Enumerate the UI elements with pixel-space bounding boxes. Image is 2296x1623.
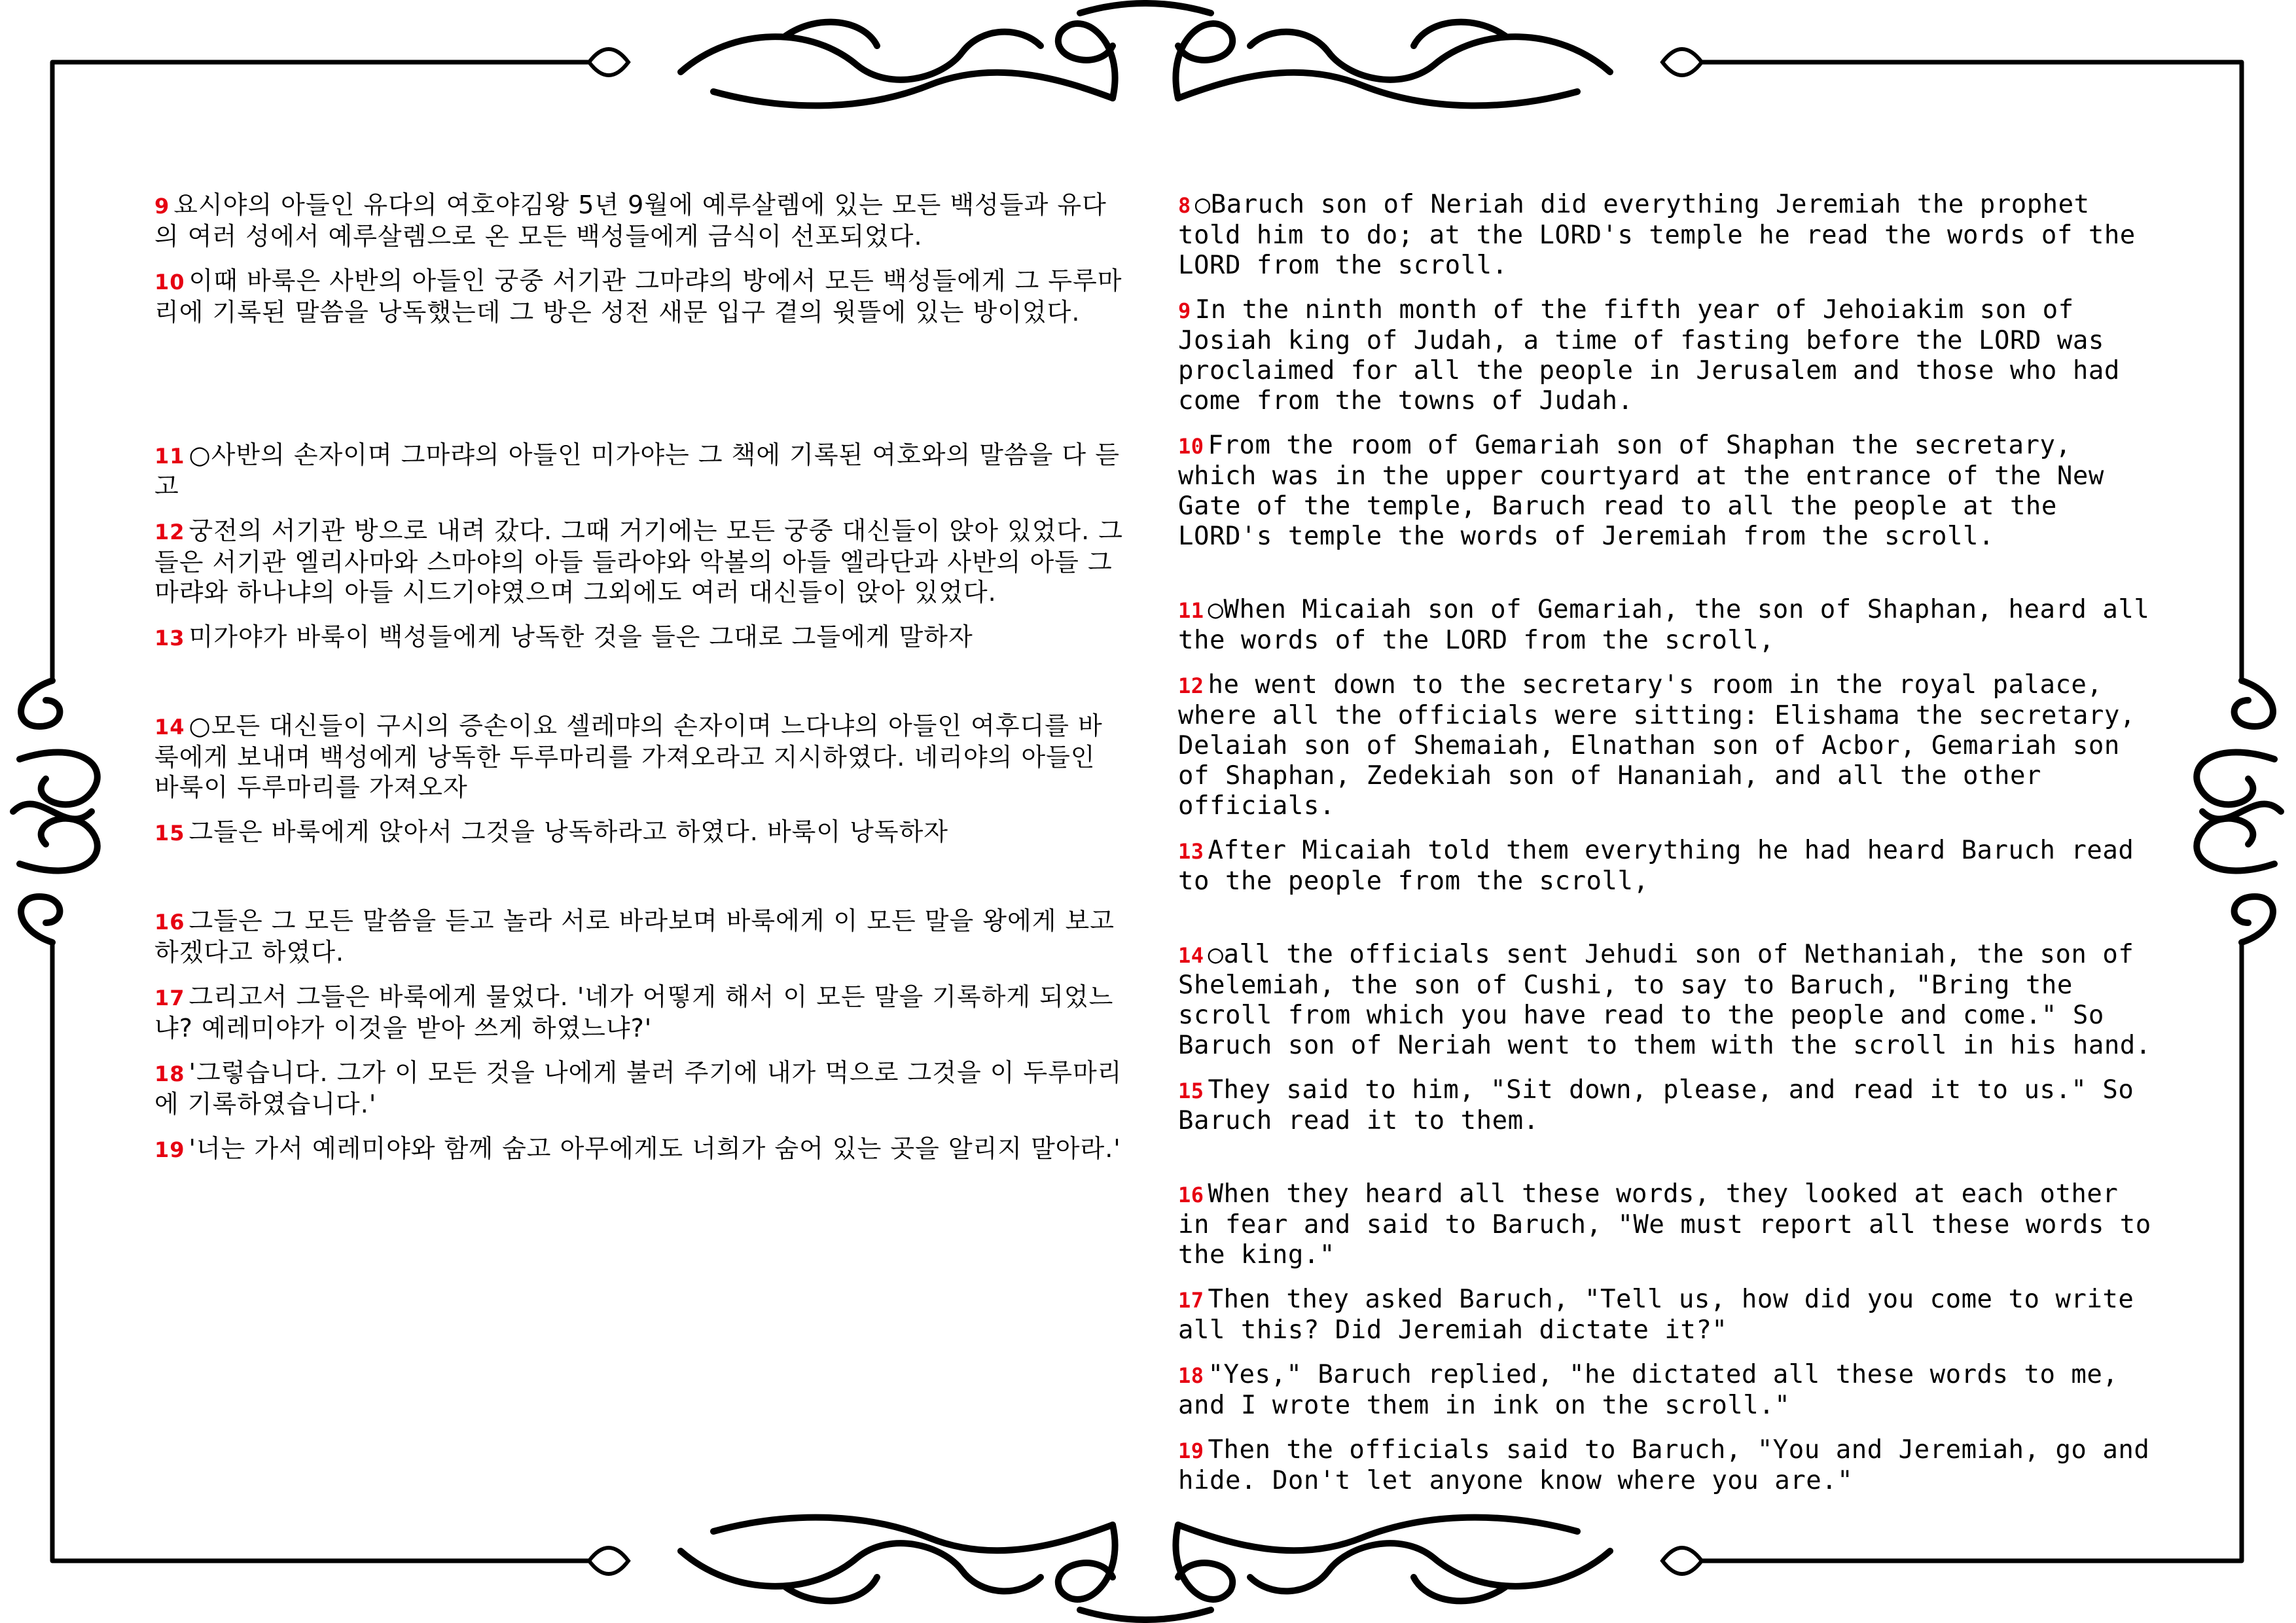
verse-text: After Micaiah told them everything he had heard Baruch read to the people from the scroll, <box>1178 836 2134 896</box>
verse-number: 14 <box>154 715 185 740</box>
verse-text: Then the officials said to Baruch, "You and Jeremiah, go and hide. Don't let anyone know where you are." <box>1178 1435 2150 1495</box>
verse-text: ○When Micaiah son of Gemariah, the son of Shaphan, heard all the words of the LORD from the scroll, <box>1178 595 2150 655</box>
english-verse-13 <box>1178 836 2153 897</box>
verse-number: 16 <box>154 910 185 935</box>
korean-verse-18 <box>154 1058 1123 1119</box>
verse-number: 13 <box>1178 839 1204 864</box>
verse-text: 그들은 그 모든 말씀을 듣고 놀라 서로 바라보며 바룩에게 이 모든 말을 왕에게 보고하겠다고 하였다. <box>154 906 1115 967</box>
verse-number: 15 <box>154 821 185 846</box>
verse-text: 그들은 바룩에게 앉아서 그것을 낭독하라고 하였다. 바룩이 낭독하자 <box>188 817 948 846</box>
korean-verse-17 <box>154 982 1123 1043</box>
korean-verse-13 <box>154 622 1123 653</box>
verse-number: 13 <box>154 626 185 651</box>
verse-text: he went down to the secretary's room in the royal palace, where all the officials were sitting: Elishama the secretary, Delaiah son of Shemaiah, Elnathan son of Acbor, Gemariah son of Shaphan, Zedekiah son of Hananiah, and all the other officials. <box>1178 670 2136 821</box>
verse-number: 18 <box>154 1061 185 1086</box>
english-verse-10 <box>1178 431 2153 552</box>
verse-text: 그리고서 그들은 바룩에게 물었다. '네가 어떻게 해서 이 모든 말을 기록하게 되었느냐? 예레미야가 이것을 받아 쓰게 하였느냐?' <box>154 982 1114 1043</box>
verse-number: 10 <box>1178 434 1204 459</box>
verse-text: "Yes," Baruch replied, "he dictated all these words to me, and I wrote them in ink on the scroll." <box>1178 1360 2119 1420</box>
verse-number: 11 <box>154 444 185 469</box>
verse-number: 19 <box>1178 1438 1204 1463</box>
verse-number: 12 <box>1178 673 1204 698</box>
english-verse-15 <box>1178 1075 2153 1136</box>
english-verse-17 <box>1178 1285 2153 1346</box>
verse-text: From the room of Gemariah son of Shaphan the secretary, which was in the upper courtyard at the entrance of the New Gate of the temple, Baruch read to all the people at the LORD's temple the words of Jeremiah from the scroll. <box>1178 431 2104 551</box>
korean-verse-19 <box>154 1133 1123 1165</box>
verse-number: 14 <box>1178 943 1204 968</box>
korean-verse-9 <box>154 190 1123 251</box>
verse-number: 12 <box>154 520 185 544</box>
verse-text: 궁전의 서기관 방으로 내려 갔다. 그때 거기에는 모든 궁중 대신들이 앉아 있었다. 그들은 서기관 엘리사마와 스마야의 아들 들라야와 악볼의 아들 엘라단과 사반의 아들 그마랴와 하나냐의 아들 시드기야였으며 그외에도 여러 대신들이 앉아 있었다. <box>154 516 1124 607</box>
verse-text: Then they asked Baruch, "Tell us, how did you come to write all this? Did Jeremiah dictate it?" <box>1178 1285 2134 1345</box>
english-verse-19 <box>1178 1435 2153 1496</box>
korean-verse-16 <box>154 906 1123 967</box>
verse-number: 19 <box>154 1137 185 1162</box>
verse-number: 10 <box>154 270 185 294</box>
verse-text: 미가야가 바룩이 백성들에게 낭독한 것을 들은 그대로 그들에게 말하자 <box>188 622 973 651</box>
english-column <box>1178 190 2153 1510</box>
english-verse-12 <box>1178 670 2153 821</box>
korean-verse-15 <box>154 817 1123 848</box>
verse-number: 11 <box>1178 598 1204 623</box>
korean-verse-11 <box>154 440 1123 501</box>
verse-text: ○all the officials sent Jehudi son of Nethaniah, the son of Shelemiah, the son of Cushi, to say to Baruch, "Bring the scroll from which you have read to the people and come." So Baruch son of Neriah went to them with the scroll in his hand. <box>1178 940 2151 1060</box>
english-verse-16 <box>1178 1179 2153 1270</box>
verse-number: 8 <box>1178 193 1191 218</box>
verse-text: They said to him, "Sit down, please, and read it to us." So Baruch read it to them. <box>1178 1075 2134 1135</box>
verse-number: 15 <box>1178 1079 1204 1103</box>
verse-text: '너는 가서 예레미야와 함께 숨고 아무에게도 너희가 숨어 있는 곳을 알리지 말아라.' <box>188 1134 1121 1163</box>
verse-text: In the ninth month of the fifth year of Jehoiakim son of Josiah king of Judah, a time of fasting before the LORD was proclaimed for all the people in Jerusalem and those who had come from the towns of Judah. <box>1178 295 2120 416</box>
verse-number: 9 <box>154 194 170 219</box>
verse-number: 9 <box>1178 298 1191 323</box>
verse-text: When they heard all these words, they looked at each other in fear and said to Baruch, "We must report all these words to the king." <box>1178 1179 2151 1270</box>
verse-text: '그렇습니다. 그가 이 모든 것을 나에게 불러 주기에 내가 먹으로 그것을 이 두루마리에 기록하였습니다.' <box>154 1058 1122 1118</box>
verse-text: ○모든 대신들이 구시의 증손이요 셀레먀의 손자이며 느다냐의 아들인 여후디를 바룩에게 보내며 백성에게 낭독한 두루마리를 가져오라고 지시하였다. 네리야의 아들인 바룩이 두루마리를 가져오자 <box>154 711 1103 802</box>
english-verse-18 <box>1178 1360 2153 1421</box>
english-verse-11 <box>1178 595 2153 656</box>
korean-verse-10 <box>154 266 1123 327</box>
verse-text: ○사반의 손자이며 그마랴의 아들인 미가야는 그 책에 기록된 여호와의 말씀을 다 듣고 <box>154 440 1120 501</box>
verse-number: 16 <box>1178 1183 1204 1207</box>
verse-number: 17 <box>154 986 185 1010</box>
verse-text: ○Baruch son of Neriah did everything Jeremiah the prophet told him to do; at the LORD's temple he read the words of the LORD from the scroll. <box>1178 190 2136 280</box>
korean-column <box>154 190 1123 1179</box>
english-verse-14 <box>1178 940 2153 1061</box>
english-verse-8 <box>1178 190 2153 281</box>
verse-text: 요시야의 아들인 유다의 여호야김왕 5년 9월에 예루살렘에 있는 모든 백성들과 유다의 여러 성에서 예루살렘으로 온 모든 백성들에게 금식이 선포되었다. <box>154 190 1107 251</box>
korean-verse-14 <box>154 711 1123 802</box>
verse-number: 18 <box>1178 1363 1204 1388</box>
verse-text: 이때 바룩은 사반의 아들인 궁중 서기관 그마랴의 방에서 모든 백성들에게 그 두루마리에 기록된 말씀을 낭독했는데 그 방은 성전 새문 입구 곁의 윗뜰에 있는 방이었다. <box>154 266 1122 327</box>
korean-verse-12 <box>154 516 1123 607</box>
english-verse-9 <box>1178 295 2153 416</box>
verse-number: 17 <box>1178 1288 1204 1313</box>
